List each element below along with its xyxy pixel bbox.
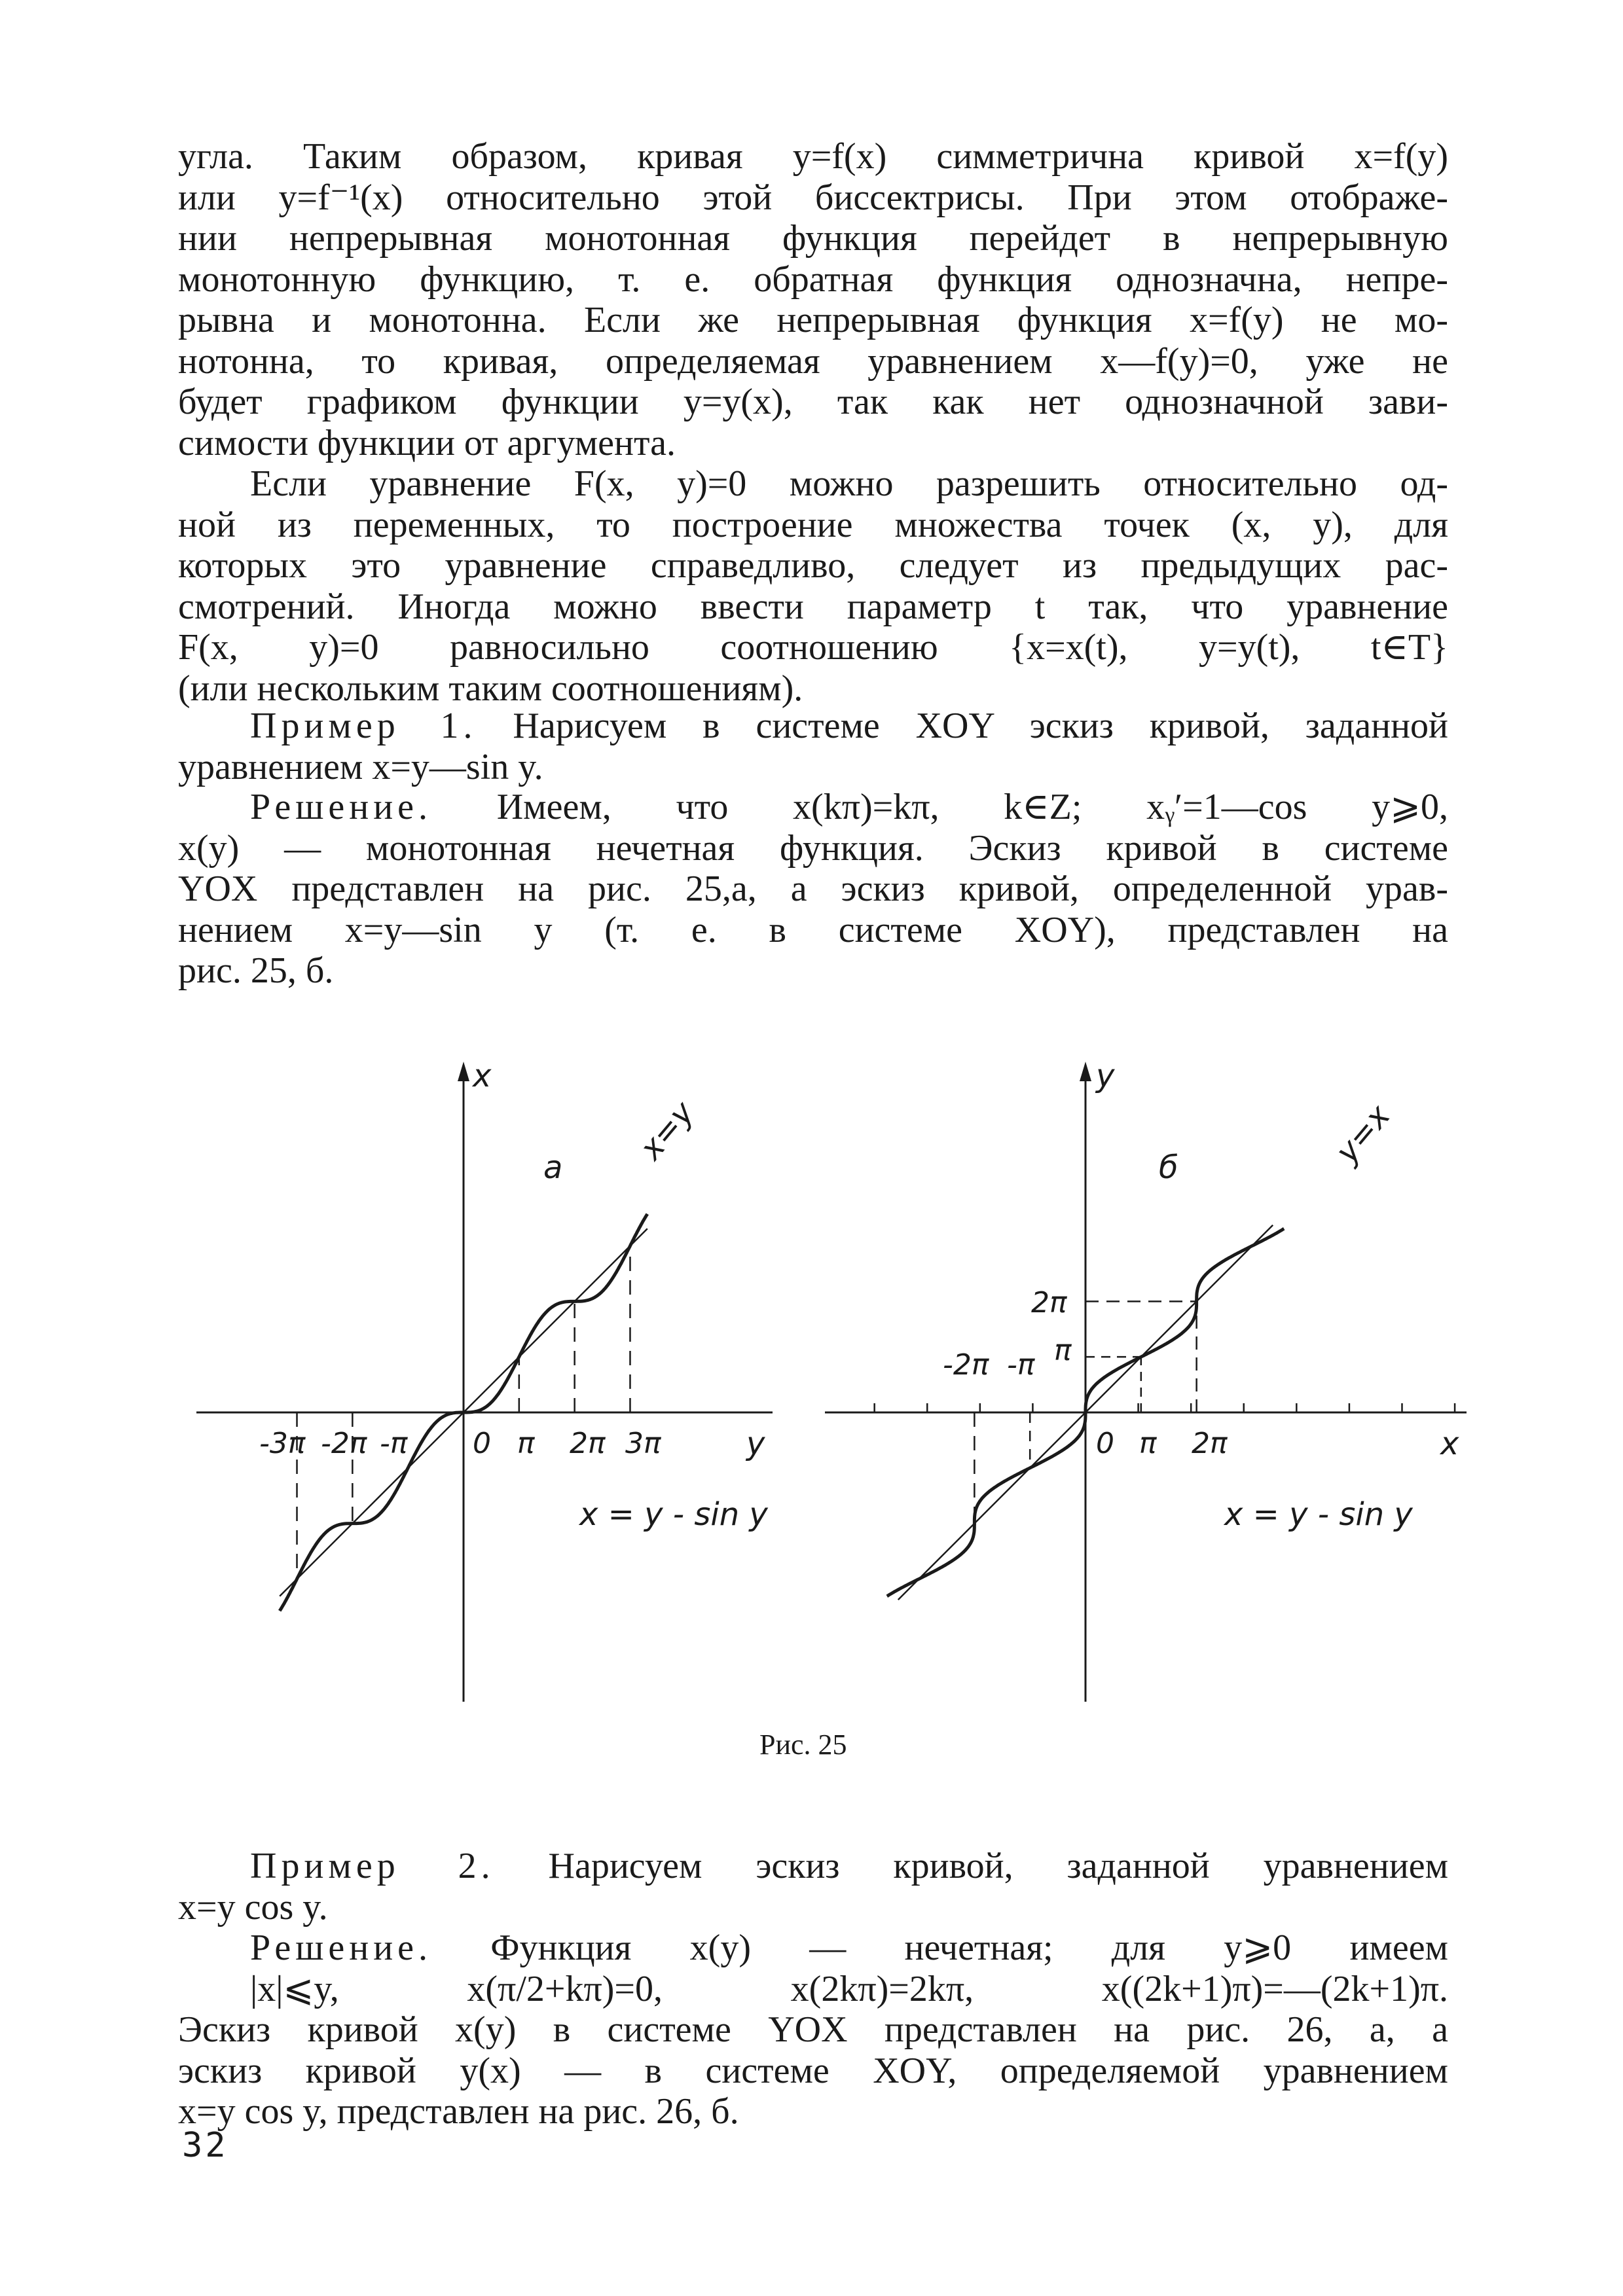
formula-label: x = y - sin y — [579, 1496, 768, 1533]
axis-arrow — [458, 1062, 469, 1081]
solution-1 — [178, 787, 1448, 992]
text-line: Если уравнение F(x, y)=0 можно разрешить относительно од- — [250, 463, 1448, 504]
solution-2 — [178, 1928, 1448, 2132]
example-2 — [178, 1846, 1448, 1928]
text-line: смотрений. Иногда можно ввести параметр t так, что уравнение — [178, 586, 1448, 627]
tick-label: -π — [1007, 1348, 1035, 1382]
figure-svg — [183, 1047, 1493, 1728]
text-line — [178, 706, 1448, 747]
text-line: нотонна, то кривая, определяемая уравнением x—f(y)=0, уже не — [178, 340, 1448, 382]
solution-text: Функция x(y) — нечетная; для y⩾0 имеем — [490, 1928, 1448, 1968]
example-1 — [178, 706, 1448, 787]
text-line: нии непрерывная монотонная функция перейдет в непрерывную — [178, 218, 1448, 259]
text-line: YOX представлен на рис. 25,а, а эскиз кривой, определенной урав- — [178, 869, 1448, 909]
axis-arrow — [1080, 1062, 1091, 1081]
solution-heading: Решение. — [250, 787, 433, 827]
tick-label: π — [1054, 1334, 1072, 1367]
tick-label: 0 — [473, 1427, 491, 1460]
text-line: нением x=y—sin y (т. е. в системе XOY), представлен на — [178, 909, 1448, 950]
tick-label: -2π — [943, 1348, 989, 1382]
text-line: ной из переменных, то построение множества точек (x, y), для — [178, 504, 1448, 545]
text-line: или y=f⁻¹(x) относительно этой биссектрисы. При этом отображе- — [178, 177, 1448, 218]
text-line: (или нескольким таким соотношениям). — [178, 668, 803, 709]
tick-label: 2π — [570, 1427, 606, 1460]
tick-label: 0 — [1096, 1427, 1114, 1460]
figure-caption: Рис. 25 — [759, 1729, 847, 1761]
text-line: рис. 25, б. — [178, 950, 334, 991]
text-line: x=y cos y, представлен на рис. 26, б. — [178, 2091, 739, 2132]
text-line: x=y cos y. — [178, 1886, 328, 1928]
text-line: F(x, y)=0 равносильно соотношению {x=x(t), y=y(t), t∈T} — [178, 627, 1448, 668]
text-line: симости функции от аргумента. — [178, 422, 676, 463]
text-line: которых это уравнение справедливо, следует из предыдущих рас- — [178, 545, 1448, 586]
axis-label-x: x — [1440, 1426, 1459, 1462]
solution-heading: Решение. — [250, 1928, 433, 1968]
line-label-x-equals-y: x=y — [632, 1094, 702, 1167]
paragraph-1 — [178, 136, 1448, 463]
tick-label: π — [517, 1427, 535, 1460]
text-line — [178, 1928, 1448, 1969]
text-line: x(y) — монотонная нечетная функция. Эскиз кривой в системе — [178, 827, 1448, 869]
tick-label: 2π — [1031, 1286, 1067, 1319]
text-line: Эскиз кривой x(y) в системе YOX представлен на рис. 26, а, а — [178, 2009, 1448, 2050]
panel-label-a: а — [543, 1149, 563, 1186]
axis-label-x: x — [473, 1058, 492, 1094]
panel-a — [196, 1058, 773, 1702]
tick-label: 2π — [1192, 1427, 1228, 1460]
text-line: монотонную функцию, т. е. обратная функция однозначна, непре- — [178, 259, 1448, 300]
formula-label: x = y - sin y — [1224, 1496, 1413, 1533]
example-text: Нарисуем в системе XOY эскиз кривой, заданной — [513, 706, 1448, 746]
text-line: будет графиком функции y=y(x), так как нет однозначной зави- — [178, 382, 1448, 422]
page-number: 32 — [182, 2126, 228, 2165]
tick-label: -π — [380, 1427, 408, 1460]
text-line: эскиз кривой y(x) — в системе XOY, определяемой уравнением — [178, 2050, 1448, 2091]
example-text: Нарисуем эскиз кривой, заданной уравнением — [548, 1846, 1449, 1886]
tick-label: π — [1139, 1427, 1157, 1460]
figure-25 — [183, 1047, 1493, 1728]
text-line: рывна и монотонна. Если же непрерывная функция x=f(y) не мо- — [178, 300, 1448, 340]
tick-label: -3π — [259, 1427, 306, 1460]
tick-label: -2π — [321, 1427, 367, 1460]
panel-label-b: б — [1159, 1149, 1178, 1186]
solution-text: Имеем, что x(kπ)=kπ, k∈Z; xᵧ′=1—cos y⩾0, — [496, 787, 1449, 827]
example-heading: Пример 1. — [250, 706, 477, 746]
axis-label-y: y — [746, 1426, 765, 1462]
example-heading: Пример 2. — [250, 1846, 495, 1886]
paragraph-2 — [178, 463, 1448, 709]
panel-b — [825, 1058, 1467, 1702]
text-line: уравнением x=y—sin y. — [178, 746, 543, 787]
tick-label: 3π — [625, 1427, 661, 1460]
axis-label-y: y — [1096, 1058, 1115, 1094]
text-line — [178, 787, 1448, 828]
text-line — [178, 1846, 1448, 1887]
text-line: |x|⩽y, x(π/2+kπ)=0, x(2kπ)=2kπ, x((2k+1)π)=—(2k+1)π. — [250, 1968, 1448, 2009]
line-label-y-equals-x: y=x — [1328, 1098, 1398, 1170]
text-line: угла. Таким образом, кривая y=f(x) симметрична кривой x=f(y) — [178, 136, 1448, 177]
